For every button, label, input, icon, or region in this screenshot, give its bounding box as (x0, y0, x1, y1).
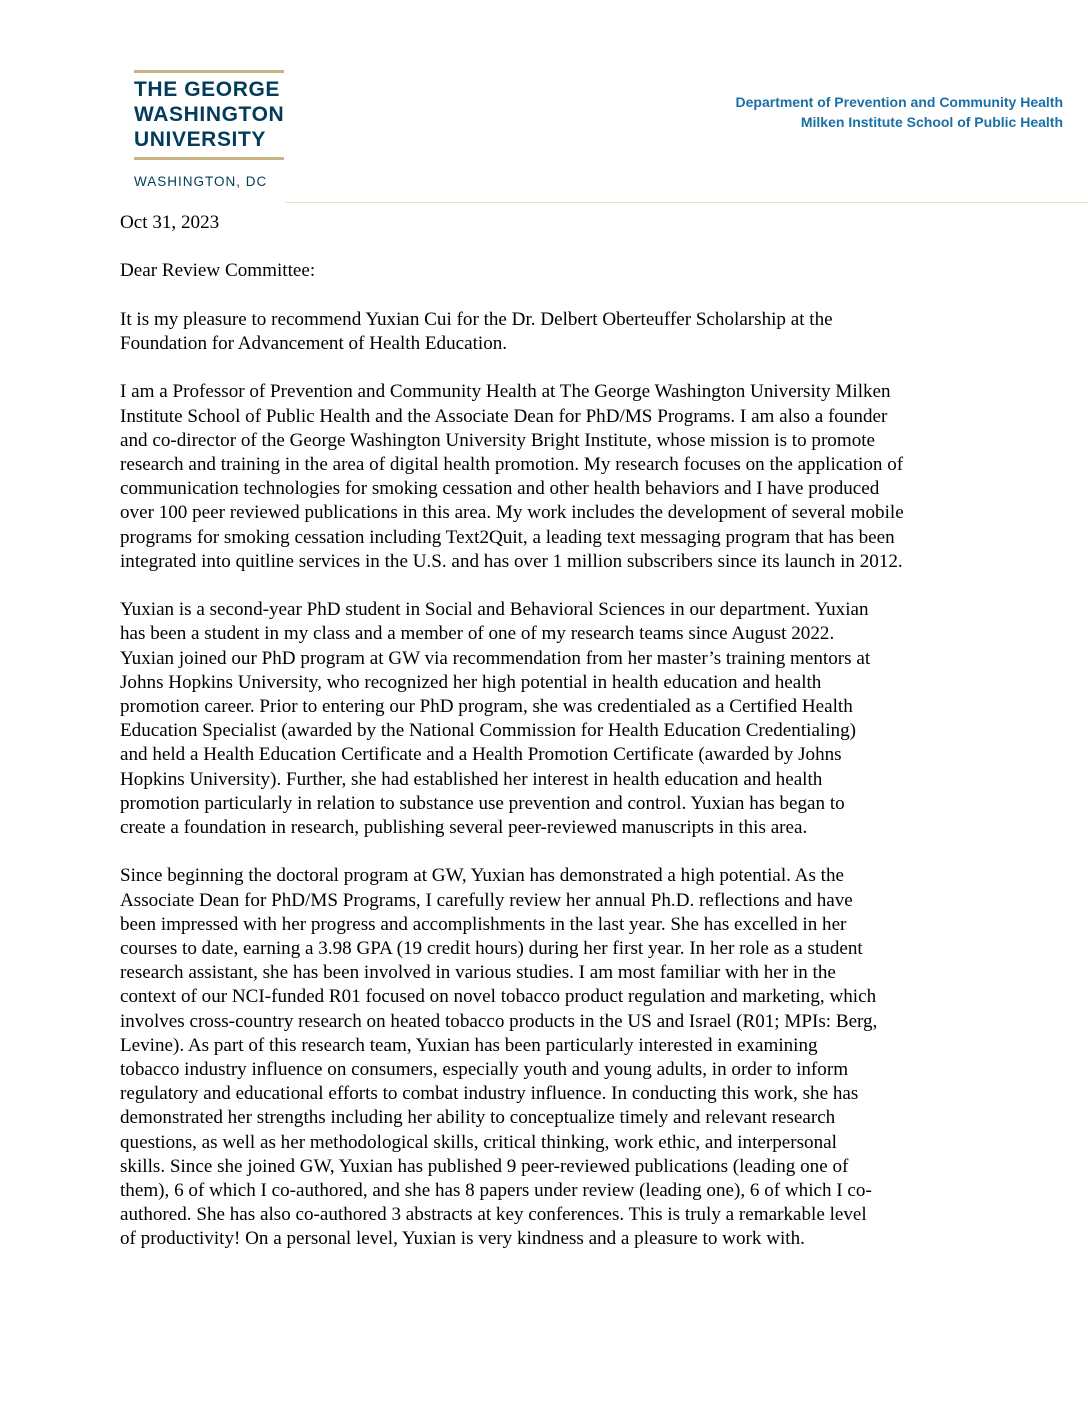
paragraph-line: over 100 peer reviewed publications in this area. My work includes the development of several mobile (120, 502, 904, 524)
paragraph-line: Associate Dean for PhD/MS Programs, I carefully review her annual Ph.D. reflections and have (120, 889, 853, 911)
paragraph-line: them), 6 of which I co-authored, and she has 8 papers under review (leading one), 6 of which I co- (120, 1180, 872, 1202)
department-header (736, 92, 1063, 132)
paragraph-line: Institute School of Public Health and the Associate Dean for PhD/MS Programs. I am also a founder (120, 405, 888, 427)
paragraph-line: has been a student in my class and a member of one of my research teams since August 2022. (120, 623, 835, 645)
paragraph-line: skills. Since she joined GW, Yuxian has published 9 peer-reviewed publications (leading one of (120, 1155, 849, 1177)
paragraph-line: and held a Health Education Certificate and a Health Promotion Certificate (awarded by Johns (120, 744, 842, 766)
logo-city: WASHINGTON, DC (134, 174, 268, 189)
header-divider (285, 202, 1088, 203)
paragraph-line: Yuxian joined our PhD program at GW via recommendation from her master’s training mentors at (120, 647, 871, 669)
paragraph-1 (120, 308, 1020, 356)
school-name: Milken Institute School of Public Health (800, 114, 1063, 130)
letter-salutation: Dear Review Committee: (120, 260, 316, 282)
paragraph-line: communication technologies for smoking cessation and other health behaviors and I have produced (120, 478, 880, 500)
paragraph-line: Since beginning the doctoral program at GW, Yuxian has demonstrated a high potential. As the (120, 865, 844, 887)
paragraph-line: Foundation for Advancement of Health Education. (120, 332, 508, 354)
paragraph-line: courses to date, earning a 3.98 GPA (19 credit hours) during her first year. In her role as a student (120, 938, 863, 960)
paragraph-line: Hopkins University). Further, she had established her interest in health education and health (120, 768, 823, 790)
paragraph-line: questions, as well as her methodological skills, critical thinking, work ethic, and interpersonal (120, 1131, 837, 1153)
paragraph-3 (120, 598, 1020, 840)
paragraph-line: been impressed with her progress and accomplishments in the last year. She has excelled in her (120, 913, 847, 935)
logo-wordmark (134, 77, 286, 152)
logo-bottom-rule (134, 157, 284, 160)
paragraph-line: involves cross-country research on heated tobacco products in the US and Israel (R01; MPIs: Berg, (120, 1010, 878, 1032)
paragraph-line: of productivity! On a personal level, Yuxian is very kindness and a pleasure to work with. (120, 1228, 805, 1250)
paragraph-4 (120, 864, 1020, 1251)
paragraph-line: and co-director of the George Washington University Bright Institute, whose mission is to promote (120, 429, 876, 451)
paragraph-line: promotion particularly in relation to substance use prevention and control. Yuxian has began to (120, 792, 845, 814)
paragraph-line: research and training in the area of digital health promotion. My research focuses on the application of (120, 453, 904, 475)
paragraph-line: Education Specialist (awarded by the National Commission for Health Education Credentialing) (120, 720, 856, 742)
paragraph-line: Johns Hopkins University, who recognized her high potential in health education and health (120, 671, 822, 693)
paragraph-line: tobacco industry influence on consumers, especially youth and young adults, in order to inform (120, 1059, 849, 1081)
paragraph-line: integrated into quitline services in the U.S. and has over 1 million subscribers since its launch in 2012. (120, 550, 903, 572)
paragraph-line: programs for smoking cessation including Text2Quit, a leading text messaging program that has been (120, 526, 895, 548)
paragraph-line: context of our NCI-funded R01 focused on novel tobacco product regulation and marketing, which (120, 986, 877, 1008)
paragraph-line: Levine). As part of this research team, Yuxian has been particularly interested in examining (120, 1034, 818, 1056)
letter-date: Oct 31, 2023 (120, 212, 220, 233)
logo-line: WASHINGTON (134, 103, 285, 126)
paragraph-line: I am a Professor of Prevention and Community Health at The George Washington University Milken (120, 381, 891, 403)
paragraph-line: promotion career. Prior to entering our PhD program, she was credentialed as a Certified Health (120, 696, 853, 717)
department-name: Department of Prevention and Community Health (735, 94, 1063, 110)
paragraph-2 (120, 380, 1020, 574)
letter-body (120, 211, 1020, 1276)
logo-line: THE GEORGE (134, 78, 281, 101)
paragraph-line: regulatory and educational efforts to combat industry influence. In conducting this work, she has (120, 1083, 859, 1105)
paragraph-line: create a foundation in research, publishing several peer-reviewed manuscripts in this area. (120, 817, 808, 839)
logo-top-rule (134, 70, 284, 73)
paragraph-line: research assistant, she has been involved in various studies. I am most familiar with her in the (120, 962, 836, 984)
university-logo (134, 70, 286, 189)
paragraph-line: authored. She has also co-authored 3 abstracts at key conferences. This is truly a remarkable level (120, 1204, 867, 1226)
paragraph-line: Yuxian is a second-year PhD student in Social and Behavioral Sciences in our department. Yuxian (120, 599, 869, 621)
paragraph-line: demonstrated her strengths including her ability to conceptualize timely and relevant research (120, 1107, 836, 1129)
paragraph-line: It is my pleasure to recommend Yuxian Cui for the Dr. Delbert Oberteuffer Scholarship at the (120, 308, 833, 330)
logo-line: UNIVERSITY (134, 128, 267, 151)
